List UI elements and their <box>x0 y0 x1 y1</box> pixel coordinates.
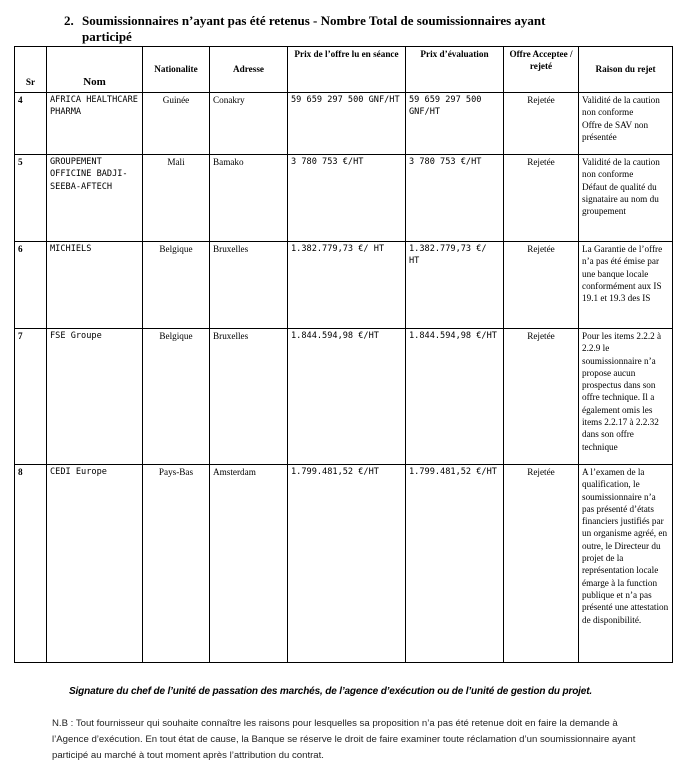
cell-nom: MICHIELS <box>47 242 143 329</box>
cell-nationalite: Guinée <box>143 93 210 155</box>
header-sr: Sr <box>15 47 47 93</box>
cell-offre: Rejetée <box>504 329 579 465</box>
cell-nationalite: Pays-Bas <box>143 465 210 663</box>
cell-prix-lu: 1.844.594,98 €/HT <box>288 329 406 465</box>
cell-prix-evaluation: 3 780 753 €/HT <box>406 155 504 242</box>
cell-nom: GROUPEMENT OFFICINE BADJI-SEEBA-AFTECH <box>47 155 143 242</box>
cell-adresse: Bruxelles <box>210 329 288 465</box>
cell-sr: 4 <box>15 93 47 155</box>
cell-raison: Validité de la caution non conforme Défaut de qualité du signataire au nom du groupement <box>579 155 673 242</box>
table-row <box>15 93 673 155</box>
cell-adresse: Bamako <box>210 155 288 242</box>
header-offre: Offre Acceptee / rejeté <box>504 47 579 93</box>
cell-nom: FSE Groupe <box>47 329 143 465</box>
cell-adresse: Bruxelles <box>210 242 288 329</box>
table-row <box>15 242 673 329</box>
header-prix-evaluation: Prix d’évaluation <box>406 47 504 93</box>
cell-prix-evaluation: 1.844.594,98 €/HT <box>406 329 504 465</box>
cell-adresse: Amsterdam <box>210 465 288 663</box>
table-header-row <box>15 47 673 93</box>
cell-nationalite: Mali <box>143 155 210 242</box>
header-nationalite: Nationalite <box>143 47 210 93</box>
cell-prix-lu: 59 659 297 500 GNF/HT <box>288 93 406 155</box>
section-heading <box>64 13 644 45</box>
cell-adresse: Conakry <box>210 93 288 155</box>
cell-raison: Pour les items 2.2.2 à 2.2.9 le soumissionnaire n’a propose aucun prospectus dans son offre technique. Il a également omis les items 2.2.17 à 2.2.32 dans son offre technique <box>579 329 673 465</box>
section-number: 2. <box>64 13 74 28</box>
header-adresse: Adresse <box>210 47 288 93</box>
cell-sr: 7 <box>15 329 47 465</box>
cell-nom: AFRICA HEALTHCARE PHARMA <box>47 93 143 155</box>
cell-sr: 6 <box>15 242 47 329</box>
cell-sr: 5 <box>15 155 47 242</box>
cell-nationalite: Belgique <box>143 242 210 329</box>
cell-prix-lu: 1.799.481,52 €/HT <box>288 465 406 663</box>
cell-nom: CEDI Europe <box>47 465 143 663</box>
cell-nationalite: Belgique <box>143 329 210 465</box>
signature-line: Signature du chef de l’unité de passation des marchés, de l’agence d’exécution ou de l’unité de gestion du projet. <box>69 686 593 697</box>
table-row <box>15 465 673 663</box>
cell-offre: Rejetée <box>504 242 579 329</box>
rejected-bidders-table <box>14 46 673 663</box>
cell-prix-evaluation: 1.382.779,73 €/ HT <box>406 242 504 329</box>
header-nom: Nom <box>47 47 143 93</box>
cell-offre: Rejetée <box>504 155 579 242</box>
section-title-line2: participé <box>82 29 132 44</box>
header-raison: Raison du rejet <box>579 47 673 93</box>
cell-prix-evaluation: 59 659 297 500 GNF/HT <box>406 93 504 155</box>
cell-raison: Validité de la caution non conforme Offre de SAV non présentée <box>579 93 673 155</box>
cell-offre: Rejetée <box>504 465 579 663</box>
table-row <box>15 329 673 465</box>
table-row <box>15 155 673 242</box>
cell-sr: 8 <box>15 465 47 663</box>
cell-raison: La Garantie de l’offre n’a pas été émise par une banque locale conformément aux IS 19.1 et 19.3 des IS <box>579 242 673 329</box>
section-title-line1: Soumissionnaires n’ayant pas été retenus - Nombre Total de soumissionnaires ayant <box>82 13 546 28</box>
cell-offre: Rejetée <box>504 93 579 155</box>
nota-bene-note: N.B : Tout fournisseur qui souhaite connaître les raisons pour lesquelles sa proposition n’a pas été retenue doit en faire la demande à l’Agence d’exécution. En tout état de cause, la Banque se réserve le droit de faire examiner toute réclamation d’un soumissionnaire ayant participé au marché à tout moment après l’attribution du contrat. <box>52 718 636 761</box>
cell-raison: A l’examen de la qualification, le soumissionnaire n’a pas présenté d’états financiers justifiés par un organisme agréé, en outre, le Directeur du projet de la représentation locale émarge à la function publique et n’a pas présenté une attestation de disponibilité. <box>579 465 673 663</box>
header-prix-lu: Prix de l’offre lu en séance <box>288 47 406 93</box>
cell-prix-lu: 1.382.779,73 €/ HT <box>288 242 406 329</box>
cell-prix-lu: 3 780 753 €/HT <box>288 155 406 242</box>
cell-prix-evaluation: 1.799.481,52 €/HT <box>406 465 504 663</box>
